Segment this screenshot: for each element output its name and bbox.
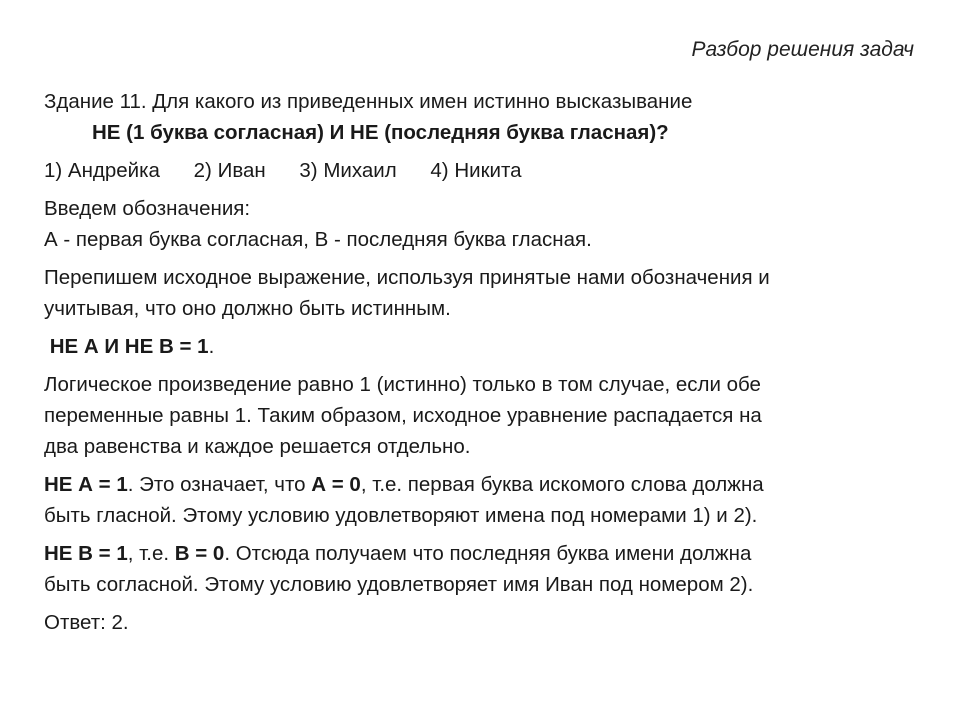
rewrite-line-2: учитывая, что оно должно быть истинным.: [44, 297, 451, 320]
step-1-equation: НЕ А = 1: [44, 473, 128, 496]
step-2-value: В = 0: [174, 542, 225, 565]
step-1-text-a: . Это означает, что: [127, 473, 312, 496]
step-1-line-2: быть гласной. Этому условию удовлетворяют имена под номерами 1) и 2).: [44, 504, 758, 527]
task-statement: [44, 86, 924, 148]
task-line: Здание 11. Для какого из приведенных имен истинно высказывание: [44, 90, 693, 113]
logic-line-2: переменные равны 1. Таким образом, исходное уравнение распадается на: [44, 404, 762, 427]
step-2-text-a: , т.е.: [127, 542, 175, 565]
answer-line: Ответ: 2.: [44, 611, 129, 634]
step-2-line-2: быть согласной. Этому условию удовлетворяет имя Иван под номером 2).: [44, 573, 754, 596]
step-1-paragraph: [44, 469, 924, 531]
logic-paragraph: [44, 369, 924, 462]
logic-line-3: два равенства и каждое решается отдельно.: [44, 435, 471, 458]
step-2-paragraph: [44, 538, 924, 600]
notation-definition: А - первая буква согласная, В - последняя буква гласная.: [44, 228, 592, 251]
formula-expression: НЕ А И НЕ В = 1: [49, 335, 209, 358]
option-1: 1) Андрейка: [44, 159, 160, 182]
logic-line-1: Логическое произведение равно 1 (истинно) только в том случае, если обе: [44, 373, 761, 396]
step-2-text-b: . Отсюда получаем что последняя буква имени должна: [224, 542, 752, 565]
solution-content: [44, 86, 924, 645]
option-2: 2) Иван: [193, 159, 266, 182]
step-1-text-b: , т.е. первая буква искомого слова должна: [360, 473, 764, 496]
formula-line: [44, 331, 924, 362]
notation-intro: Введем обозначения:: [44, 197, 251, 220]
step-1-value: А = 0: [311, 473, 361, 496]
step-2-equation: НЕ В = 1: [44, 542, 128, 565]
task-expression: НЕ (1 буква согласная) И НЕ (последняя буква гласная)?: [92, 121, 669, 144]
formula-end: .: [208, 335, 215, 358]
rewrite-line-1: Перепишем исходное выражение, используя принятые нами обозначения и: [44, 266, 770, 289]
option-4: 4) Никита: [430, 159, 522, 182]
rewrite-paragraph: [44, 262, 924, 324]
slide-title: Разбор решения задач: [691, 38, 914, 61]
option-3: 3) Михаил: [299, 159, 397, 182]
answer-options: [44, 155, 924, 186]
notation-paragraph: [44, 193, 924, 255]
